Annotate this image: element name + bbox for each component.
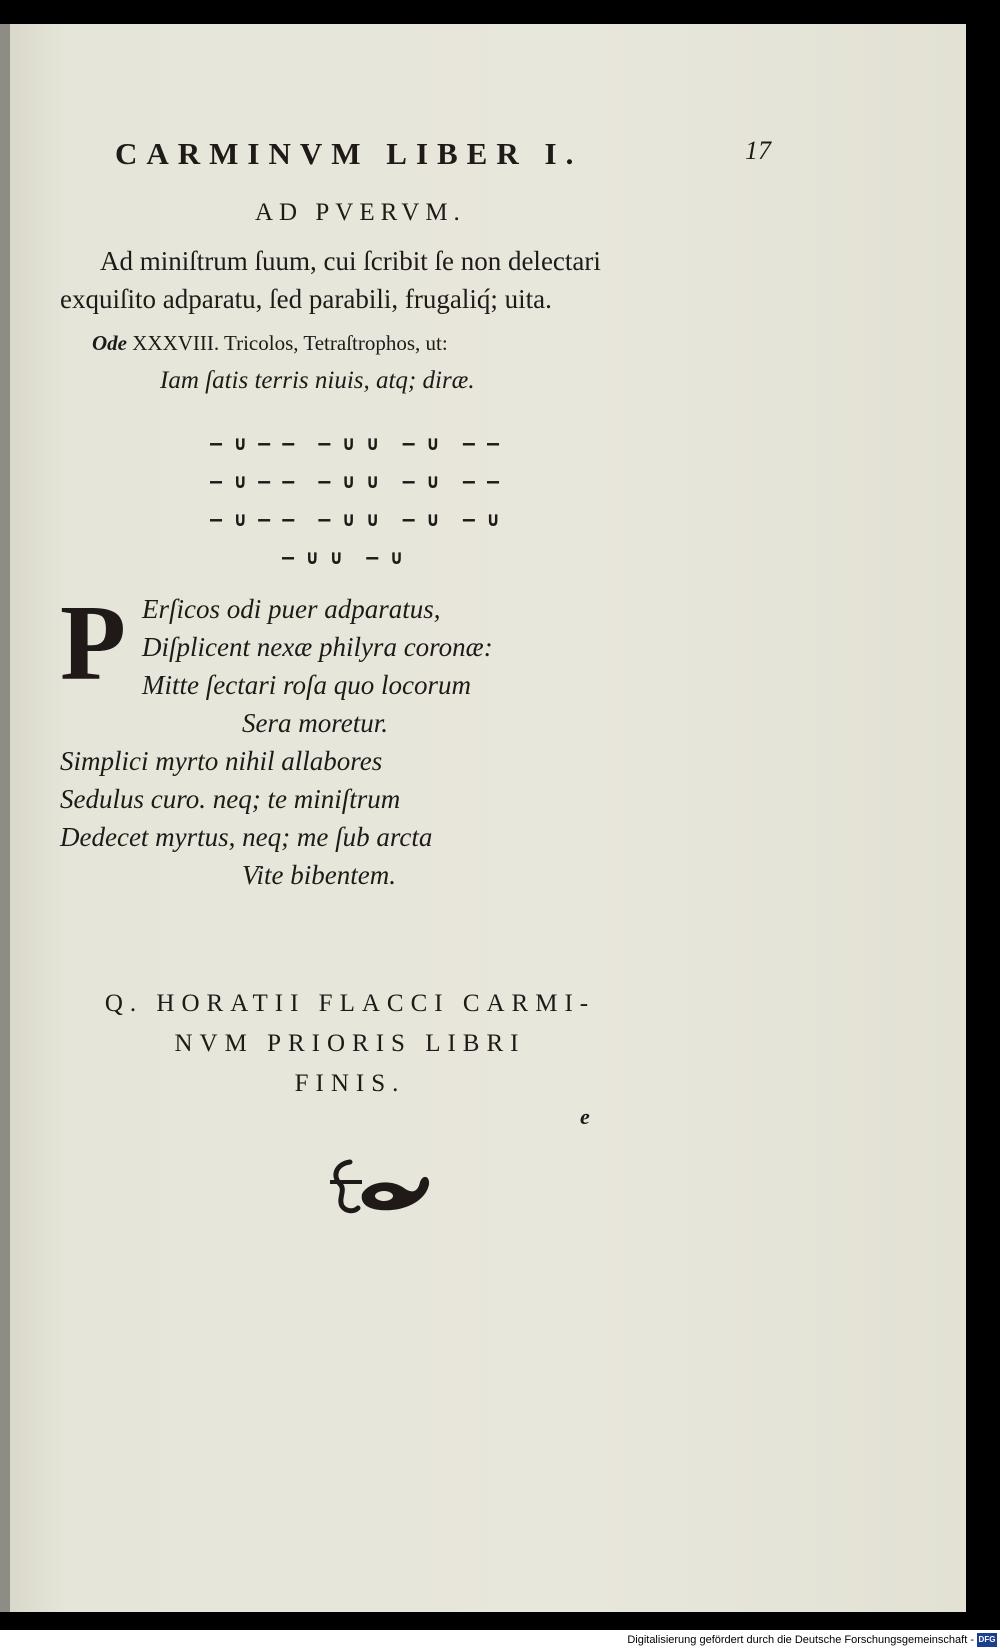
dfg-credit: Digitalisierung gefördert durch die Deutsche Forschungsgemeinschaft - xyxy=(627,1634,974,1646)
meter-description xyxy=(92,331,448,356)
verse-line-7: Dedecet myrtus, neq; me ſub arcta xyxy=(60,822,433,852)
meter-text: XXXVIII. Tricolos, Tetraſtrophos, ut: xyxy=(132,331,448,355)
dfg-logo-icon: DFG xyxy=(977,1633,997,1647)
colophon-line-2: NVM PRIORIS LIBRI xyxy=(174,1030,526,1057)
ode-title: AD PVERVM. xyxy=(255,199,466,226)
scheme-line-3: — ∪ — — — ∪ ∪ — ∪ — ∪ xyxy=(210,507,499,531)
printers-ornament-icon xyxy=(328,1154,438,1224)
subtitle-line-2: exquiſito adparatu, ſed parabili, frugaliq́; uita. xyxy=(60,284,552,314)
drop-cap: P xyxy=(60,584,126,703)
colophon xyxy=(10,984,690,1104)
colophon-line-1: Q. HORATII FLACCI CARMI- xyxy=(104,990,596,1017)
book-page xyxy=(10,24,966,1612)
page-header xyxy=(105,116,785,171)
verse-line-6: Sedulus curo. neq; te miniſtrum xyxy=(60,784,401,814)
colophon-line-3: FINIS. xyxy=(294,1070,406,1097)
ode-subtitle xyxy=(60,242,760,318)
catchword: e xyxy=(580,1104,590,1129)
page-left-edge xyxy=(0,24,10,1612)
verse-line-4: Sera moretur. xyxy=(242,708,388,738)
meter-ode-label: Ode xyxy=(92,331,127,355)
scheme-line-1: — ∪ — — — ∪ ∪ — ∪ — — xyxy=(210,431,499,455)
subtitle-line-1: Ad miniſtrum ſuum, cui ſcribit ſe non delectari xyxy=(100,246,601,276)
verse-line-8: Vite bibentem. xyxy=(242,860,396,890)
metrical-scheme xyxy=(210,424,499,576)
running-title: CARMINVM LIBER I. xyxy=(115,136,583,171)
verse-line-3: Mitte ſectari roſa quo locorum xyxy=(142,670,471,700)
verse-line-1: Erſicos odi puer adparatus, xyxy=(142,594,441,624)
verse-line-5: Simplici myrto nihil allabores xyxy=(60,746,383,776)
page-number: 17 xyxy=(745,136,771,165)
model-verse: Iam ſatis terris niuis, atq; diræ. xyxy=(160,367,475,394)
scheme-line-4: — ∪ ∪ — ∪ xyxy=(282,545,403,569)
verse-line-2: Diſplicent nexæ philyra coronæ: xyxy=(142,632,493,662)
scheme-line-2: — ∪ — — — ∪ ∪ — ∪ — — xyxy=(210,469,499,493)
digitization-footer xyxy=(0,1630,1000,1651)
